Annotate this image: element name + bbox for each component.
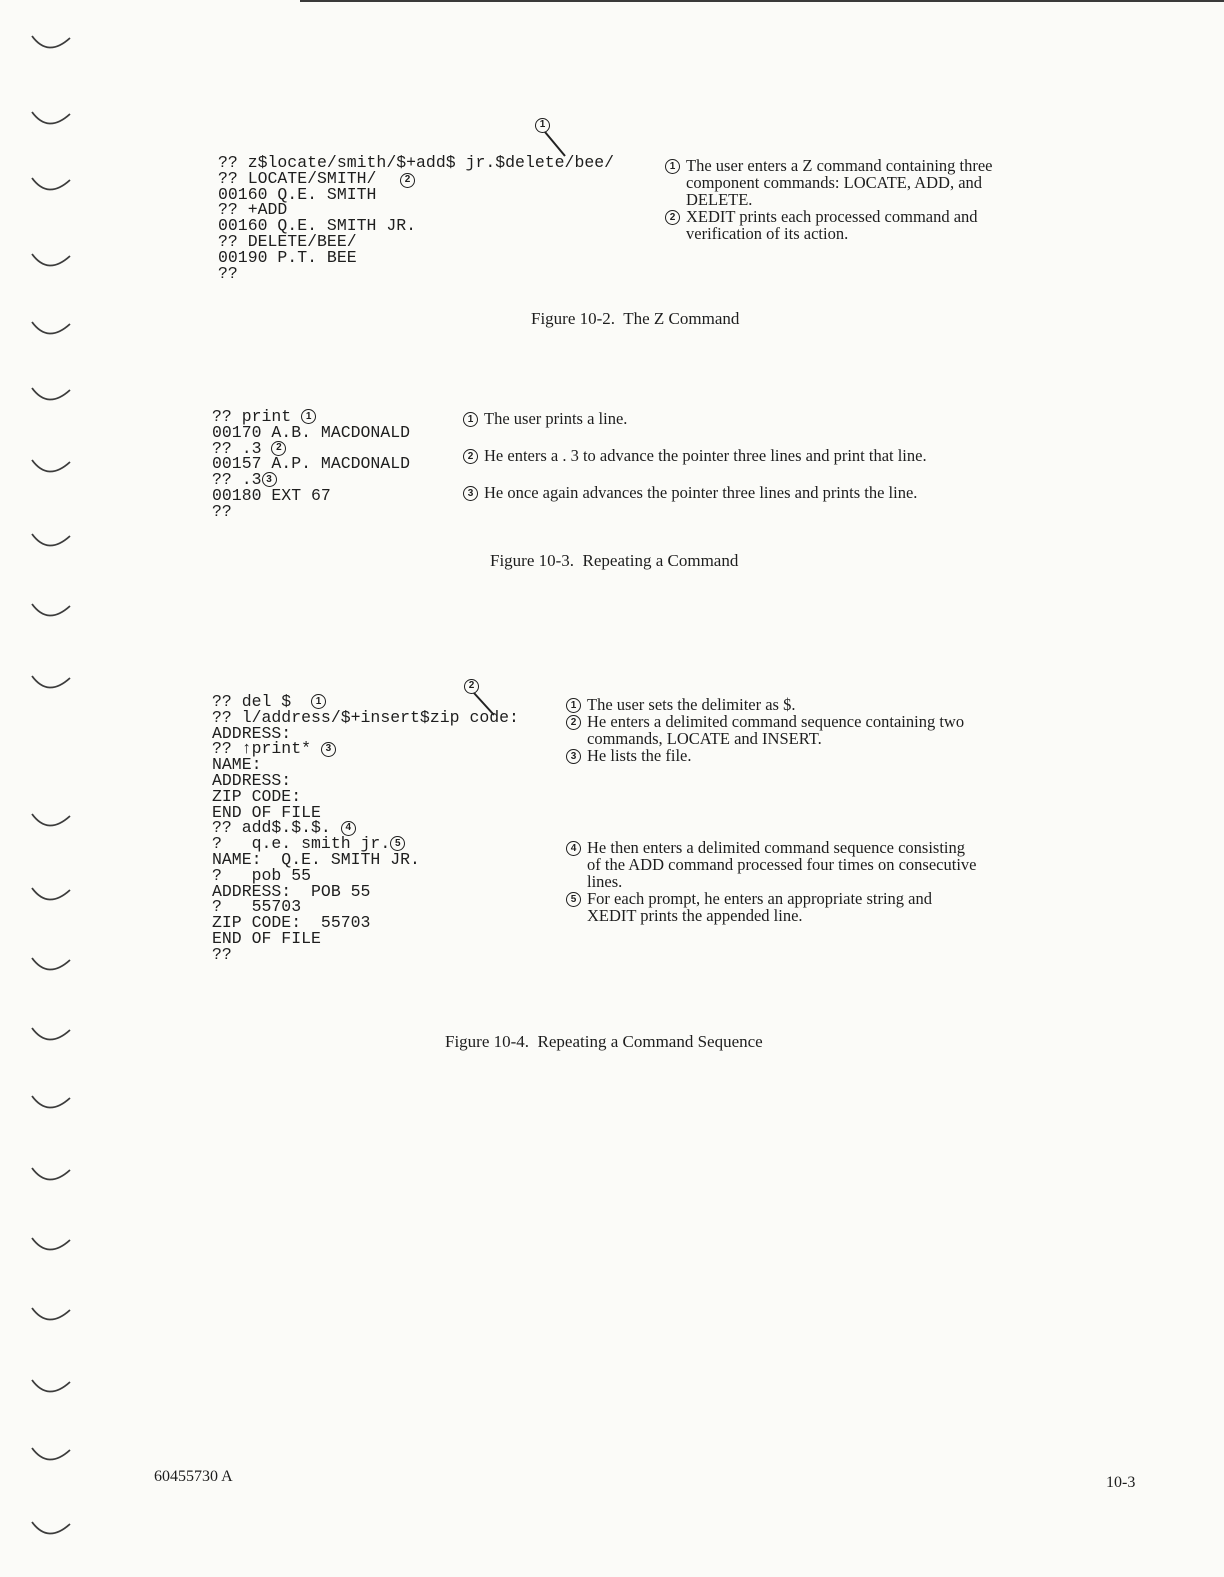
binding-hole-arc <box>28 1518 74 1542</box>
fig4-leader-line <box>470 691 500 719</box>
fig4-note-5: 5 For each prompt, he enters an appropriate string and XEDIT prints the appended line. <box>566 890 1126 924</box>
binding-hole-arc <box>28 810 74 834</box>
binding-hole-arc <box>28 884 74 908</box>
binding-hole-arc <box>28 1304 74 1328</box>
fig4-notes-bottom <box>566 839 1126 924</box>
fig2-caption: Figure 10-2. The Z Command <box>531 309 740 328</box>
fig4-terminal: ?? del $ 1 ?? l/address/$+insert$zip code: ADDRESS: ?? ↑print* 3 NAME: ADDRESS: ZIP CODE: END OF FILE ?? add$.$.$. 4 ? q.e. smith jr. 5 NAME: Q.E. SMITH JR. ? pob 55 ADDRESS: POB 55 ? 55703 ZIP CODE: 55703 END OF FILE ?? <box>212 692 519 964</box>
fig4-caption: Figure 10-4. Repeating a Command Sequence <box>445 1032 763 1051</box>
fig3-note-1: 1 The user prints a line. <box>463 410 627 427</box>
fig2-note-1: 1 The user enters a Z command containing three component commands: LOCATE, ADD, and DELETE. <box>665 157 1135 208</box>
binding-hole-arc <box>28 108 74 132</box>
binding-hole-arc <box>28 954 74 978</box>
binding-hole-arc <box>28 530 74 554</box>
fig2-notes <box>665 157 1135 242</box>
fig4-note-2: 2 He enters a delimited command sequence containing two commands, LOCATE and INSERT. <box>566 713 1116 747</box>
fig4-note-1: 1 The user sets the delimiter as $. <box>566 696 1116 713</box>
top-rule <box>300 0 1224 2</box>
binding-holes <box>28 24 78 1564</box>
page-number: 10-3 <box>1106 1474 1136 1491</box>
document-number: 60455730 A <box>154 1468 233 1485</box>
binding-hole-arc <box>28 318 74 342</box>
binding-hole-arc <box>28 384 74 408</box>
fig4-note-3: 3 He lists the file. <box>566 747 1116 764</box>
fig2-note-2: 2 XEDIT prints each processed command and verification of its action. <box>665 208 1135 242</box>
binding-hole-arc <box>28 250 74 274</box>
fig3-caption: Figure 10-3. Repeating a Command <box>490 551 739 570</box>
callout-marker: 1 <box>535 118 550 133</box>
fig3-note-3: 3 He once again advances the pointer three lines and prints the line. <box>463 484 917 501</box>
fig4-callout-2: 2 <box>464 677 479 695</box>
binding-hole-arc <box>28 1092 74 1116</box>
fig4-note-4: 4 He then enters a delimited command sequence consisting of the ADD command processed four times on consecutive lines. <box>566 839 1126 890</box>
binding-hole-arc <box>28 174 74 198</box>
fig2-leader-line <box>540 130 570 160</box>
fig2-inline-marker-2: 2 <box>400 171 415 189</box>
fig3-terminal: ?? print 1 00170 A.B. MACDONALD ?? .3 2 00157 A.P. MACDONALD ?? .3 3 00180 EXT 67 ?? <box>212 407 411 521</box>
binding-hole-arc <box>28 1024 74 1048</box>
fig2-terminal: ?? z$locate/smith/$+add$ jr.$delete/bee/ ?? LOCATE/SMITH/ 00160 Q.E. SMITH ?? +ADD 00160 Q.E. SMITH JR. ?? DELETE/BEE/ 00190 P.T. BEE ?? <box>218 153 615 283</box>
fig3-note-2: 2 He enters a . 3 to advance the pointer three lines and print that line. <box>463 447 927 464</box>
binding-hole-arc <box>28 672 74 696</box>
binding-hole-arc <box>28 1376 74 1400</box>
binding-hole-arc <box>28 600 74 624</box>
binding-hole-arc <box>28 1234 74 1258</box>
binding-hole-arc <box>28 456 74 480</box>
binding-hole-arc <box>28 1444 74 1468</box>
binding-hole-arc <box>28 1164 74 1188</box>
fig4-notes-top <box>566 696 1116 764</box>
binding-hole-arc <box>28 32 74 56</box>
